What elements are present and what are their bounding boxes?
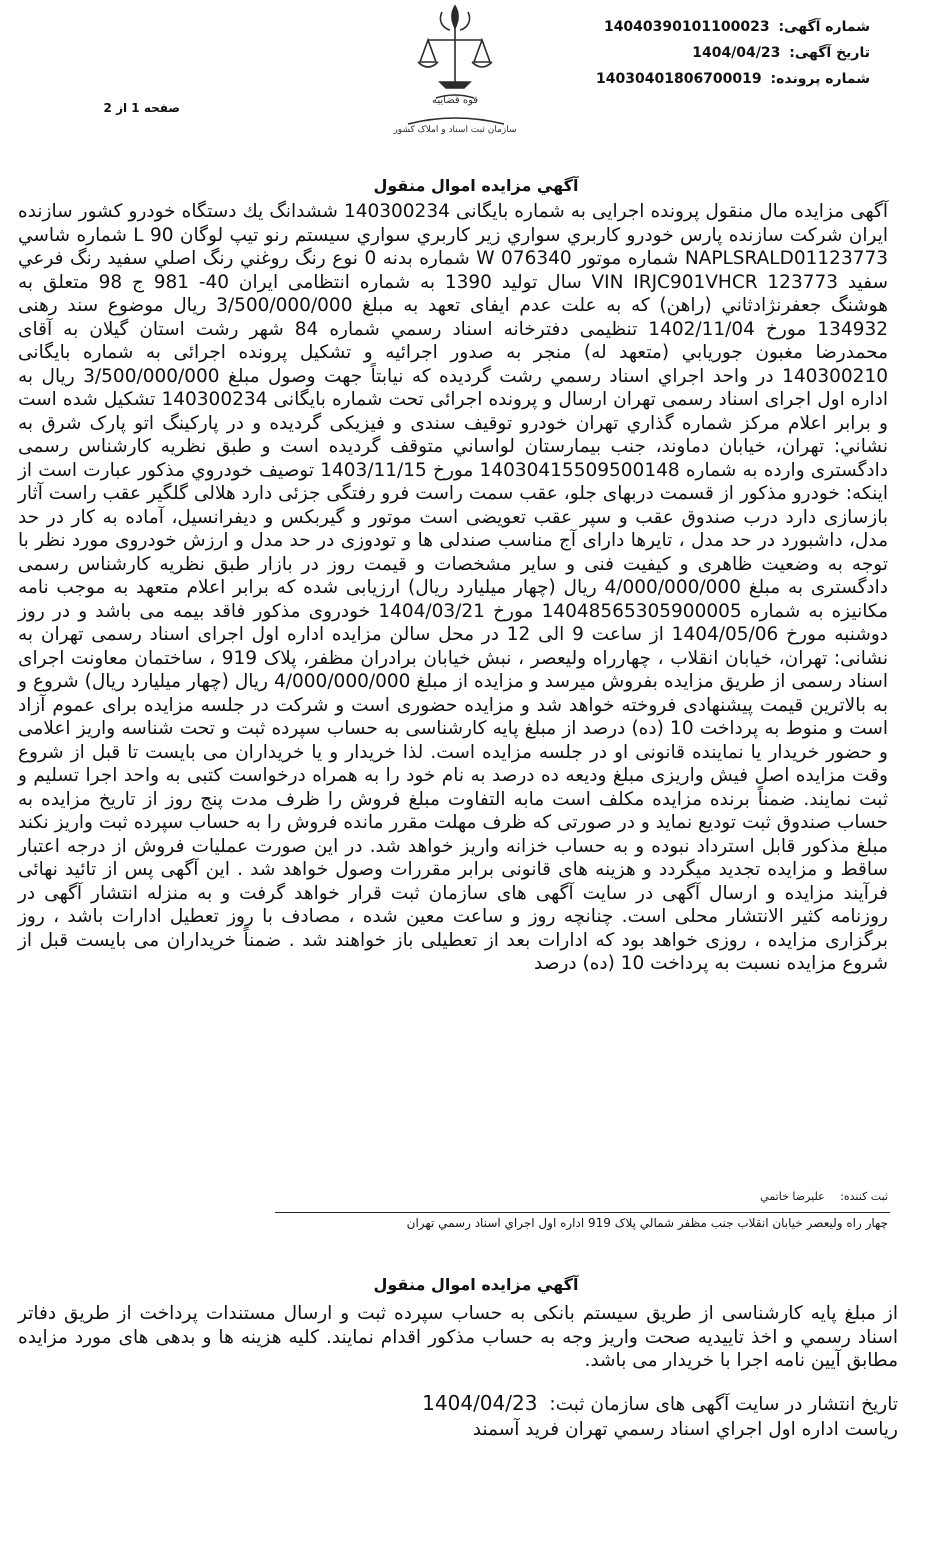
section1-title: آگهي مزايده اموال منقول xyxy=(373,176,579,195)
notice-date-value: 1404/04/23 xyxy=(692,45,781,61)
section1-body xyxy=(18,200,888,976)
section2-body xyxy=(18,1302,898,1373)
auction-notice-text: آگهی مزایده مال منقول پرونده اجرایی به شماره بایگانی 140300234 ششدانگ يك دستگاه خودرو كشور سازنده ايران شركت سازنده پارس خودرو كاربري سواري زير كاربري سواري سيستم رنو تيپ لوگان 90 L شماره شاسي NAPLSRALD01123773 شماره موتور W 076340 شماره بدنه 0 نوع رنگ روغني رنگ اصلي سفيد رنگ فرعي سفيد VIN IRJC901VHCR 123773 سال توليد 1390 به شماره انتظامی ایران 40- 981 ج 98 متعلق به هوشنگ جعفرنژادثاني (راهن) که به علت عدم ایفای تعهد به مبلغ 3/500/000/000 ريال موضوع سند رهنی 134932 مورخ 1402/11/04 تنظیمی دفترخانه اسناد رسمي شماره 84 شهر رشت استان گيلان به آقای محمدرضا مغبون جوريابي (متعهد له) منجر به صدور اجرائیه و تشکیل پرونده اجرائی به شماره بایگانی 140300210 در واحد اجراي اسناد رسمي رشت گرديده كه نيابتاً جهت وصول مبلغ 3/500/000/000 ریال به اداره اول اجرای اسناد رسمی تهران ارسال و پرونده اجرائی تحت شماره بایگانی 140300234 تشکیل شده است و برابر اعلام مرکز شماره گذاري تهران خودرو توقيف سندی و فیزیکی گرديده و در پارکینگ اتو پارک شرق به نشاني: تهران، خيابان دماوند، جنب بيمارستان لواساني متوقف گرديده است و طبق نظريه كارشناس رسمی دادگستری وارده به شماره 14030415509500148 مورخ 1403/11/15 توصیف خودروي مذكور عبارت است از اینکه: خودرو مذکور از قسمت دربهای جلو، عقب سمت راست فرو رفتگی جزئی دارد هلالی گلگير عقب راست آثار بازسازی دارد درب صندوق عقب و سپر عقب تعویضی است موتور و گیربکس و ديفرانسيل، آماده به كار در حد مدل، داشبورد در حد مدل ، تایرها دارای آج مناسب صندلی ها و تودوزی در حد مدل و ارزش خودروی مورد نظر با توجه به وضعیت ظاهری و کیفیت فنی و سایر مشخصات و قیمت روز در بازار طبق نظریه کارشناس رسمی دادگستری به مبلغ 4/000/000/000 ريال (چهار ميليارد ريال) ارزيابی شده كه برابر اعلام متعهد به موجب نامه مكانيزه به شماره 14048565305900005 مورخ 1404/03/21 خودروی مذکور فاقد بیمه می باشد و در روز دوشنبه مورخ 1404/05/06 از ساعت 9 الی 12 در محل سالن مزایده اداره اول اجرای اسناد رسمی تهران به نشانی: تهران، خیابان انقلاب ، چهارراه ولیعصر ، نبش خیابان برادران مظفر، پلاک 919 ، ساختمان معاونت اجرای اسناد رسمی از طریق مزایده بفروش میرسد و مزایده از مبلغ 4/000/000/000 ريال (چهار ميليارد ريال) شروع و به بالاترین قیمت پیشنهادی فروخته خواهد شد و مزایده حضوری است و شرکت در جلسه مزایده برای عموم آزاد است و منوط به پرداخت 10 (ده) درصد از مبلغ پایه کارشناسی به حساب سپرده ثبت و تحت شناسه واریز اعلامی و حضور خریدار یا نماینده قانونی او در جلسه مزایده است. لذا خریدار و یا خریداران می بایست تا قبل از شروع وقت مزایده اصل فیش واریزی مبلغ ودیعه ده درصد به نام خود را به همراه درخواست کتبی به واحد اجرا تسلیم و ثبت نمایند. ضمناً برنده مزایده مکلف است مابه التفاوت مبلغ فروش را ظرف مدت پنج روز از تاریخ مزایده به حساب صندوق ثبت تودیع نماید و در صورتی که ظرف مهلت مقرر مانده فروش را به حساب سپرده ثبت واریز نکند مبلغ مذکور قابل استرداد نبوده و به حساب خزانه واریز خواهد شد. در این صورت عملیات فروش از درجه اعتبار ساقط و مزایده تجدید میگردد و هزینه های قانونی برابر مقررات وصول خواهد شد . این آگهی پس از تائید نهائی فرآیند مزایده و ارسال آگهی در سایت آگهی های سازمان ثبت قرار خواهد گرفت و به منزله انتشار آگهی در روزنامه کثیر الانتشار محلی است. چنانچه روز و ساعت معین شده ، مصادف با روز تعطیل ادارات باشد ، روز برگزاری مزایده ، روزی خواهد بود که ادارات بعد از تعطیلی باز خواهند شد . ضمناً خریداران می بایست قبل از شروع مزایده نسبت به پرداخت 10 (ده) درصد xyxy=(18,201,889,974)
publication-date-line xyxy=(18,1392,898,1417)
registrar-name: عليرضا خاتمي xyxy=(760,1190,825,1203)
file-number-label: شماره پرونده: xyxy=(770,71,870,87)
divider-line xyxy=(275,1212,890,1213)
file-number-row xyxy=(560,66,870,92)
publication-date-value: 1404/04/23 xyxy=(422,1391,538,1415)
notice-header-info xyxy=(560,14,870,92)
page-number: صفحه 1 از 2 xyxy=(103,101,180,115)
continuation-text: از مبلغ پایه کارشناسی از طریق سیستم بانکی به حساب سپرده ثبت و ارسال مستندات پرداخت از طريق دفاتر اسناد رسمي و اخذ تاييديه صحت واريز وجه به حساب مذكور اقدام نمایند. کلیه هزینه ها و بدهی های مورد مزایده مطابق آیین نامه اجرا با خریدار می باشد. xyxy=(18,1303,898,1371)
signature-line: رياست اداره اول اجراي اسناد رسمي تهران فريد آسمند xyxy=(472,1419,898,1440)
registrar-line xyxy=(560,1190,888,1203)
notice-date-label: تاریخ آگهی: xyxy=(789,45,870,61)
file-number-value: 14030401806700019 xyxy=(596,71,762,87)
notice-number-label: شماره آگهی: xyxy=(778,19,870,35)
notice-number-row xyxy=(560,14,870,40)
notice-number-value: 14040390101100023 xyxy=(603,19,770,35)
svg-text:قوه قضاییه: قوه قضاییه xyxy=(431,95,479,106)
section2-title: آگهي مزايده اموال منقول xyxy=(373,1275,579,1294)
notice-date-row xyxy=(560,40,870,66)
registrar-label: ثبت کننده: xyxy=(840,1190,888,1203)
publication-date-label: تاريخ انتشار در سايت آگهی های سازمان ثبت: xyxy=(549,1394,898,1415)
svg-text:سازمان ثبت اسناد و املاک کشور: سازمان ثبت اسناد و املاک کشور xyxy=(393,125,517,135)
judiciary-emblem-icon xyxy=(380,0,530,140)
office-address: چهار راه وليعصر خيابان انقلاب جنب مظفر شمالي پلاک 919 اداره اول اجراي اسناد رسمي تهران xyxy=(406,1216,888,1230)
